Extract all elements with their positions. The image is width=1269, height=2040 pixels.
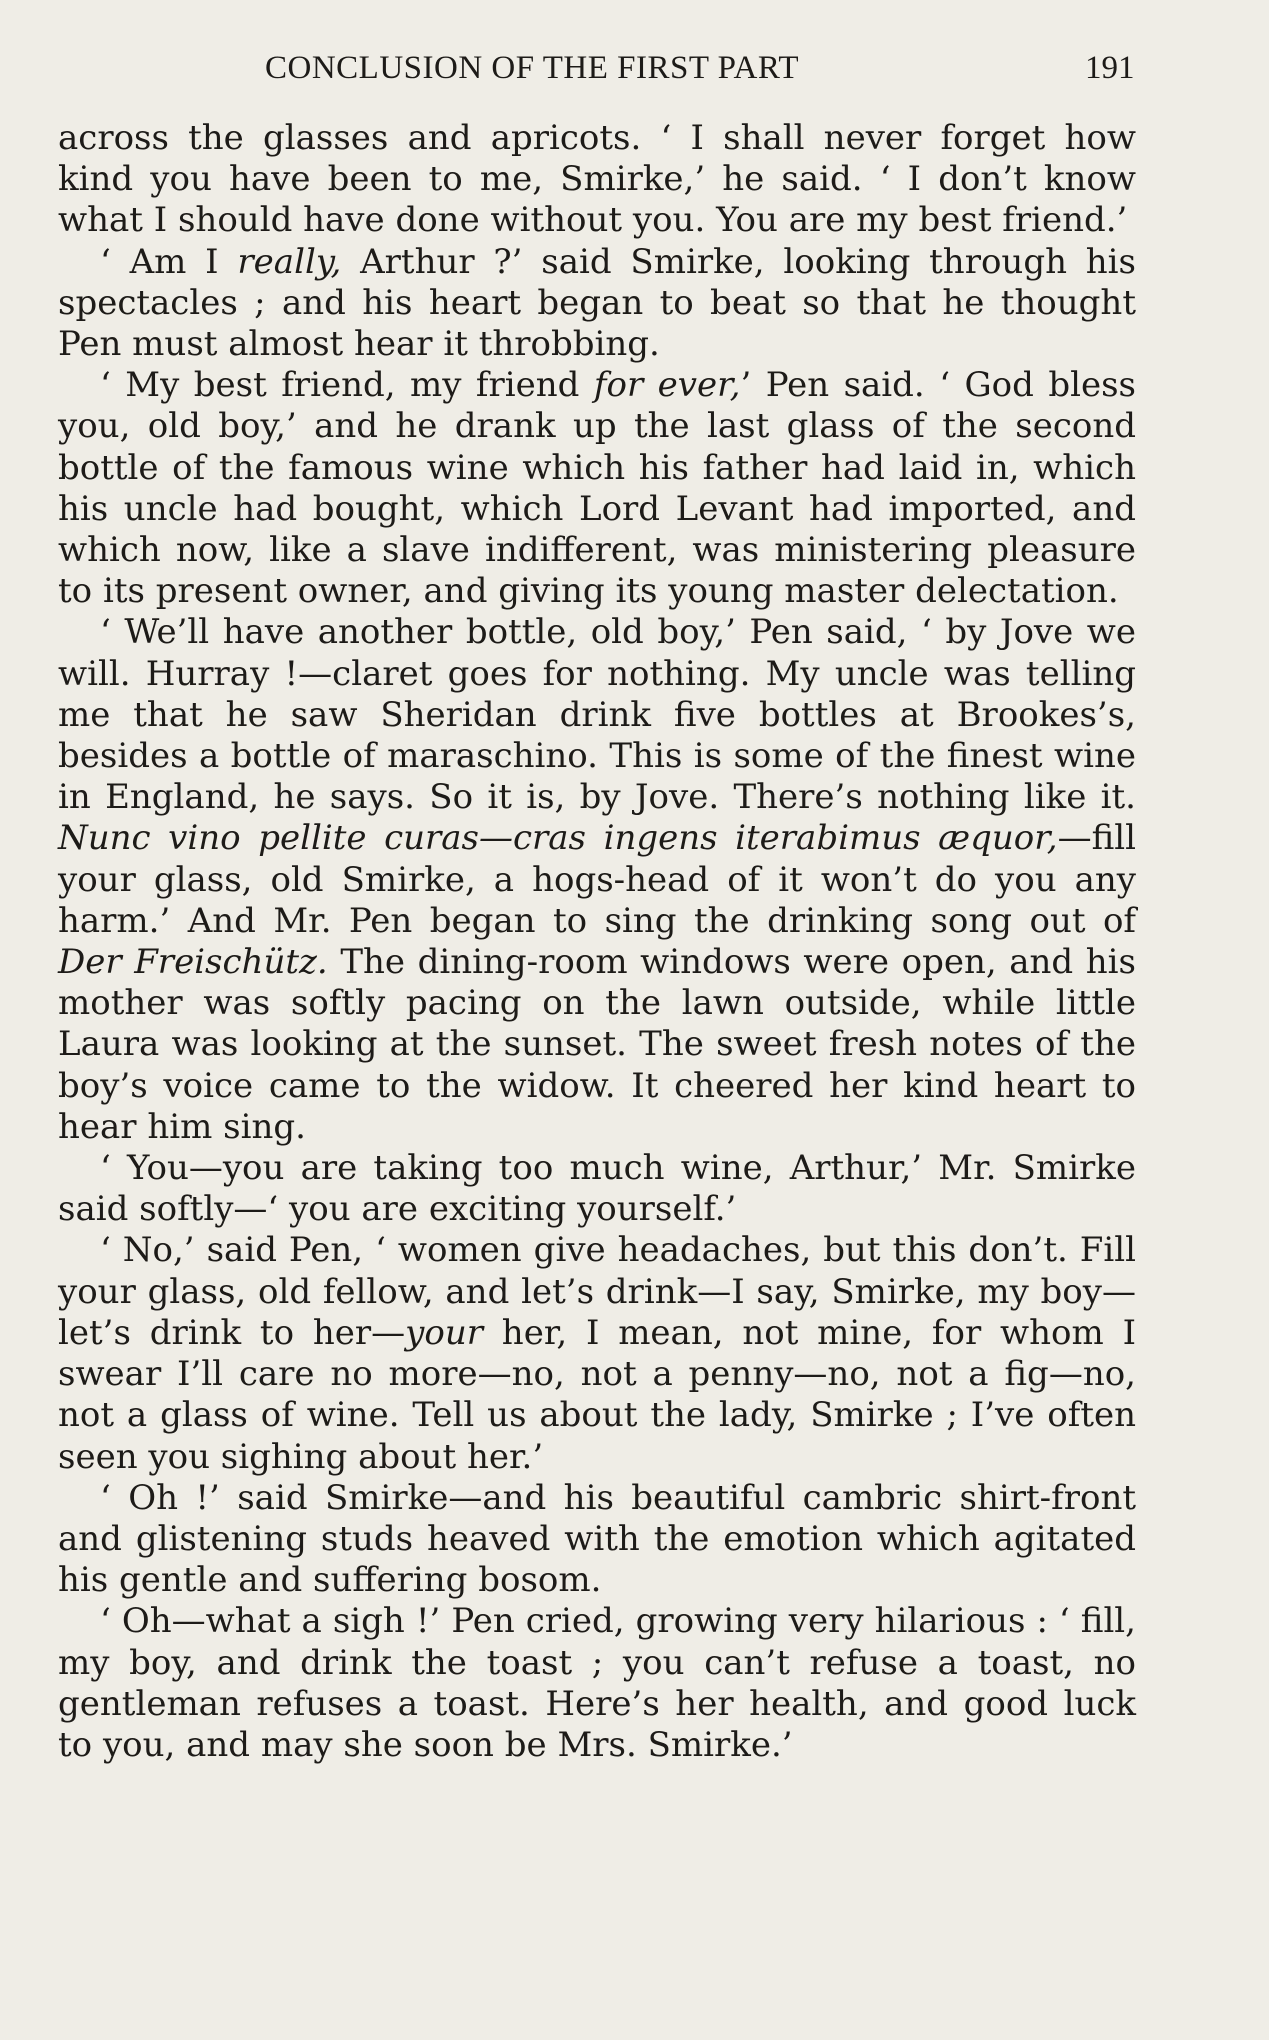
page-number: 191: [1085, 50, 1135, 86]
italic-text: really,: [237, 241, 342, 282]
paragraph: [58, 1230, 1136, 1477]
paragraph: [58, 1148, 1136, 1230]
running-title: CONCLUSION OF THE FIRST PART: [265, 50, 800, 86]
paragraph: [58, 1601, 1136, 1766]
paragraph: [58, 612, 1136, 1148]
italic-text: Nunc vino pellite curas—cras ingens iterabimus æquor,: [58, 818, 1058, 859]
text-run: The dining-room windows were open, and his mother was softly pacing on the lawn outside, while little Laura was looking at the sunset. The sweet fresh notes of the boy’s voice came to the widow. It cheered her kind heart to hear him sing.: [58, 942, 1137, 1147]
paragraph: [58, 242, 1136, 366]
body-text: [58, 118, 1136, 1766]
text-run: ‘ My best friend, my friend: [100, 365, 594, 406]
paragraph: [58, 118, 1136, 242]
text-run: ‘ We’ll have another bottle, old boy,’ Pen said, ‘ by Jove we will. Hurray !—claret goes for nothing. My uncle was telling me that he saw Sheridan drink five bottles at Brookes’s, besides a bottle of maraschino. This is some of the finest wine in England, he says. So it is, by Jove. There’s nothing like it.: [58, 612, 1136, 818]
italic-text: your: [405, 1312, 483, 1353]
text-run: ‘ No,’ said Pen, ‘ women give headaches, but this don’t. Fill your glass, old fellow, and let’s drink—I say, Smirke, my boy—let’s drink to her—: [58, 1230, 1136, 1353]
running-head: [0, 44, 1269, 92]
text-run: her, I mean, not mine, for whom I swear I’ll care no more—no, not a penny—no, not a fig—no, not a glass of wine. Tell us about the lady, Smirke ; I’ve often seen you sighing about her.’: [58, 1312, 1136, 1477]
text-run: ‘ Oh !’ said Smirke—and his beautiful cambric shirt-front and glistening studs heaved with the emotion which agitated his gentle and suffering bosom.: [58, 1477, 1136, 1601]
text-run: across the glasses and apricots. ‘ I shall never forget how kind you have been to me, Smirke,’ he said. ‘ I don’t know what I should have done without you. You are my best friend.’: [58, 118, 1136, 241]
italic-text: for ever,: [593, 365, 741, 406]
text-run: ‘ You—you are taking too much wine, Arthur,’ Mr. Smirke said softly—‘ you are exciting yourself.’: [58, 1148, 1136, 1230]
paragraph: [58, 1478, 1136, 1602]
text-run: ‘ Am I: [100, 241, 238, 282]
italic-text: Der Freischütz.: [58, 942, 328, 983]
text-run: Arthur ?’ said Smirke, looking through his spectacles ; and his heart began to beat so that he thought Pen must almost hear it throbbing.: [58, 241, 1136, 365]
text-run: ’ Pen said. ‘ God bless you, old boy,’ and he drank up the last glass of the second bottle of the famous wine which his father had laid in, which his uncle had bought, which Lord Levant had imported, and which now, like a slave indifferent, was ministering pleasure to its present owner, and giving its young master delectation.: [58, 365, 1136, 612]
text-run: —fill your glass, old Smirke, a hogs-head of it won’t do you any harm.’ And Mr. Pen began to sing the drinking song out of: [58, 818, 1136, 941]
text-run: ‘ Oh—what a sigh !’ Pen cried, growing very hilarious : ‘ fill, my boy, and drink the toast ; you can’t refuse a toast, no gentleman refuses a toast. Here’s her health, and good luck to you, and may she soon be Mrs. Smirke.’: [58, 1601, 1136, 1765]
paragraph: [58, 365, 1136, 612]
